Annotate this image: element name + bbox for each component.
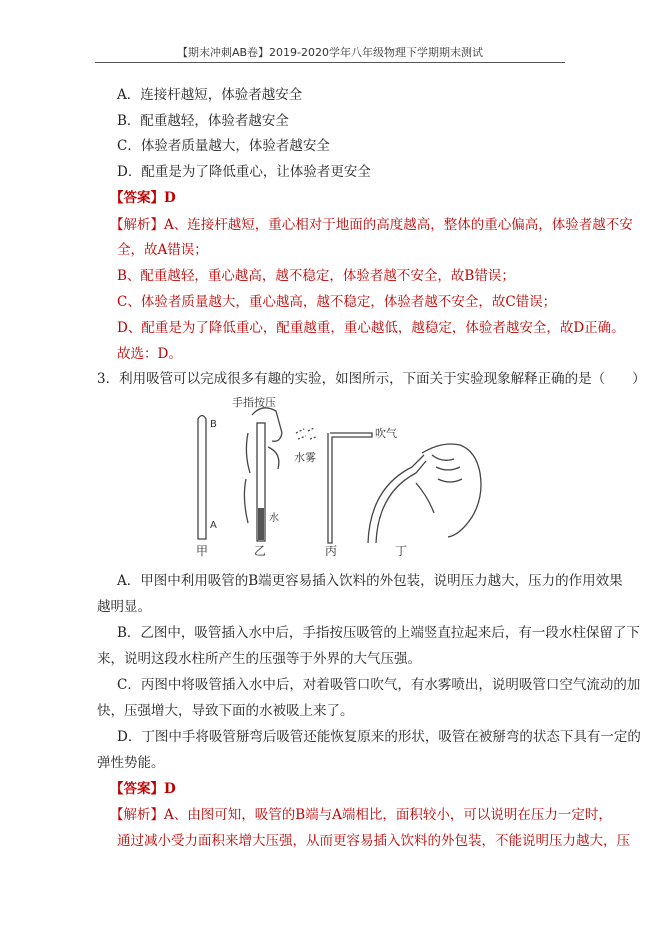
q3-analysis-line: 通过减小受力面积来增大压强，从而更容易插入饮料的外包装，不能说明压力越大，压 <box>117 833 630 849</box>
figure-ding-bent-straw <box>368 444 481 543</box>
q3-option-a-cont: 越明显。 <box>97 599 151 615</box>
header-divider <box>95 62 565 63</box>
caption-ding: 丁 <box>395 544 408 558</box>
q2-analysis-line: 全，故A错误； <box>117 242 208 258</box>
q2-analysis-line: B、配重越轻，重心越高，越不稳定，体验者越不安全，故B错误； <box>117 268 515 284</box>
q2-option-d: D．配重是为了降低重心，让体验者更安全 <box>117 164 371 180</box>
q3-figure <box>192 393 494 563</box>
label-finger-press: 手指按压 <box>232 396 276 409</box>
q3-analysis-line: 【解析】A、由图可知，吸管的B端与A端相比，面积较小，可以说明在压力一定时， <box>110 807 612 823</box>
figure-bing-straw <box>296 428 372 543</box>
label-water: 水 <box>269 513 279 524</box>
q2-analysis-line: C、体验者质量越大，重心越高，越不稳定，体验者越不安全，故C错误； <box>117 294 557 310</box>
q3-option-d-cont: 弹性势能。 <box>97 755 165 771</box>
q2-option-c: C．体验者质量越大，体验者越安全 <box>117 138 330 154</box>
caption-yi: 乙 <box>254 544 267 558</box>
q3-option-d: D．丁图中手将吸管掰弯后吸管还能恢复原来的形状，吸管在被掰弯的状态下具有一定的 <box>117 729 641 745</box>
q2-analysis-line: 【解析】A、连接杆越短，重心相对于地面的高度越高，整体的重心偏高，体验者越不安 <box>110 217 633 233</box>
q2-answer: 【答案】D <box>110 190 176 206</box>
q3-option-a: A．甲图中利用吸管的B端更容易插入饮料的外包装，说明压力越大，压力的作用效果 <box>117 573 623 589</box>
caption-bing: 丙 <box>325 544 338 558</box>
label-b: B <box>210 419 217 430</box>
label-a: A <box>210 520 217 531</box>
q2-analysis-line: 故选：D。 <box>117 346 182 362</box>
label-blow: 吹气 <box>375 427 397 440</box>
q3-option-b: B．乙图中，吸管插入水中后，手指按压吸管的上端竖直拉起来后，有一段水柱保留了下 <box>117 625 640 641</box>
q2-analysis-line: D、配重是为了降低重心，配重越重，重心越低，越稳定，体验者越安全，故D正确。 <box>117 320 625 336</box>
label-water-mist: 水雾 <box>294 451 316 464</box>
q3-option-c: C．丙图中将吸管插入水中后，对着吸管口吹气，有水雾喷出，说明吸管口空气流动的加 <box>117 677 641 693</box>
q3-answer: 【答案】D <box>110 781 176 797</box>
q2-option-a: A．连接杆越短，体验者越安全 <box>117 87 303 103</box>
q3-option-b-cont: 来，说明这段水柱所产生的压强等于外界的大气压强。 <box>97 651 421 667</box>
caption-jia: 甲 <box>196 544 209 558</box>
page-header: 【期末冲刺AB卷】2019-2020学年八年级物理下学期期末测试 <box>176 46 484 59</box>
straw-experiments-illustration <box>192 393 494 563</box>
q3-stem: 3．利用吸管可以完成很多有趣的实验，如图所示，下面关于实验现象解释正确的是（ ） <box>97 371 646 387</box>
q2-option-b: B．配重越轻，体验者越安全 <box>117 113 289 129</box>
figure-jia-straw <box>198 416 206 540</box>
q3-option-c-cont: 快，压强增大，导致下面的水被吸上来了。 <box>97 703 354 719</box>
